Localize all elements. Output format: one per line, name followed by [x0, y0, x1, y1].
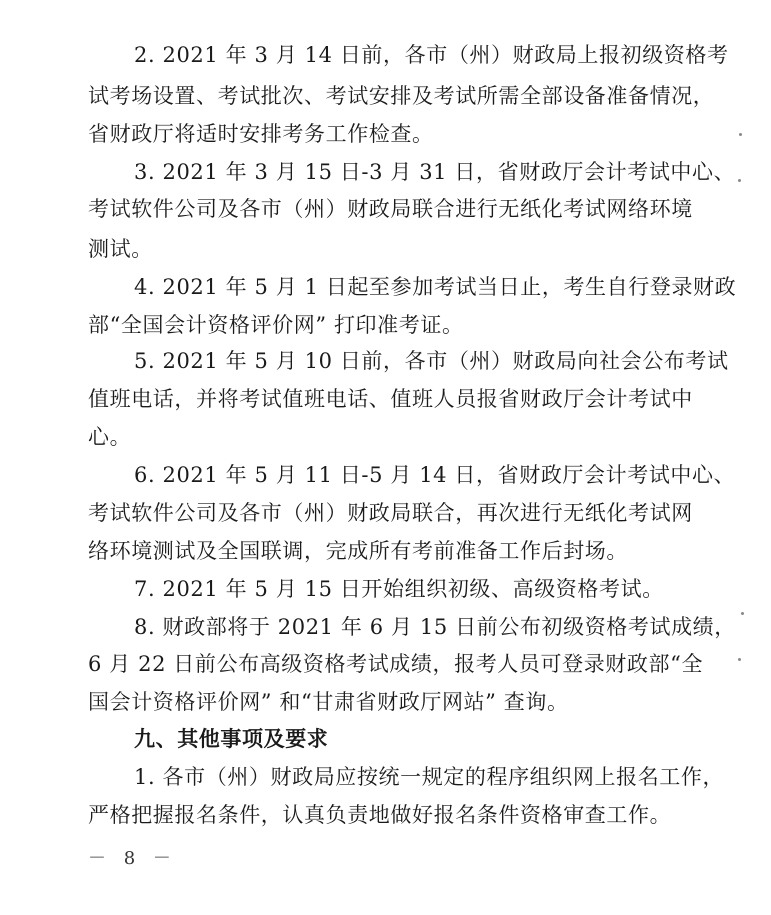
paragraph-6-line-1: 6. 2021 年 5 月 11 日-5 月 14 日，省财政厅会计考试中心、 — [134, 463, 736, 487]
paragraph-4-line-1: 4. 2021 年 5 月 1 日起至参加考试当日止，考生自行登录财政 — [134, 275, 737, 299]
paragraph-2-line-2: 试考场设置、考试批次、考试安排及考试所需全部设备准备情况， — [88, 84, 715, 108]
paragraph-6-line-3: 络环境测试及全国联调，完成所有考前准备工作后封场。 — [88, 539, 628, 563]
paragraph-8-line-1: 8. 财政部将于 2021 年 6 月 15 日前公布初级资格考试成绩， — [134, 615, 736, 639]
scan-speck — [739, 133, 742, 136]
paragraph-2-line-1: 2. 2021 年 3 月 14 日前，各市（州）财政局上报初级资格考 — [134, 43, 729, 67]
paragraph-7-line-1: 7. 2021 年 5 月 15 日开始组织初级、高级资格考试。 — [134, 577, 664, 601]
scan-speck — [741, 612, 744, 615]
page-number: － 8 － — [88, 848, 177, 869]
scan-speck — [738, 658, 741, 661]
paragraph-5-line-1: 5. 2021 年 5 月 10 日前，各市（州）财政局向社会公布考试 — [134, 349, 729, 373]
paragraph-5-line-3: 心。 — [88, 425, 132, 449]
scan-speck — [738, 179, 741, 182]
paragraph-6-line-2: 考试软件公司及各市（州）财政局联合，再次进行无纸化考试网 — [88, 501, 693, 525]
section-paragraph-1-line-1: 1. 各市（州）财政局应按统一规定的程序组织网上报名工作， — [134, 765, 725, 789]
paragraph-3-line-2: 考试软件公司及各市（州）财政局联合进行无纸化考试网络环境 — [88, 197, 693, 221]
paragraph-3-line-3: 测试。 — [88, 237, 153, 261]
section-heading: 九、其他事项及要求 — [134, 727, 329, 751]
section-paragraph-1-line-2: 严格把握报名条件，认真负责地做好报名条件资格审查工作。 — [88, 803, 672, 827]
paragraph-3-line-1: 3. 2021 年 3 月 15 日-3 月 31 日，省财政厅会计考试中心、 — [134, 160, 736, 184]
paragraph-4-line-2: 部“全国会计资格评价网” 打印准考证。 — [88, 313, 464, 337]
paragraph-8-line-2: 6 月 22 日前公布高级资格考试成绩，报考人员可登录财政部“全 — [88, 652, 704, 676]
paragraph-8-line-3: 国会计资格评价网” 和“甘肃省财政厅网站” 查询。 — [88, 690, 569, 714]
paragraph-5-line-2: 值班电话，并将考试值班电话、值班人员报省财政厅会计考试中 — [88, 387, 693, 411]
paragraph-2-line-3: 省财政厅将适时安排考务工作检查。 — [88, 122, 434, 146]
